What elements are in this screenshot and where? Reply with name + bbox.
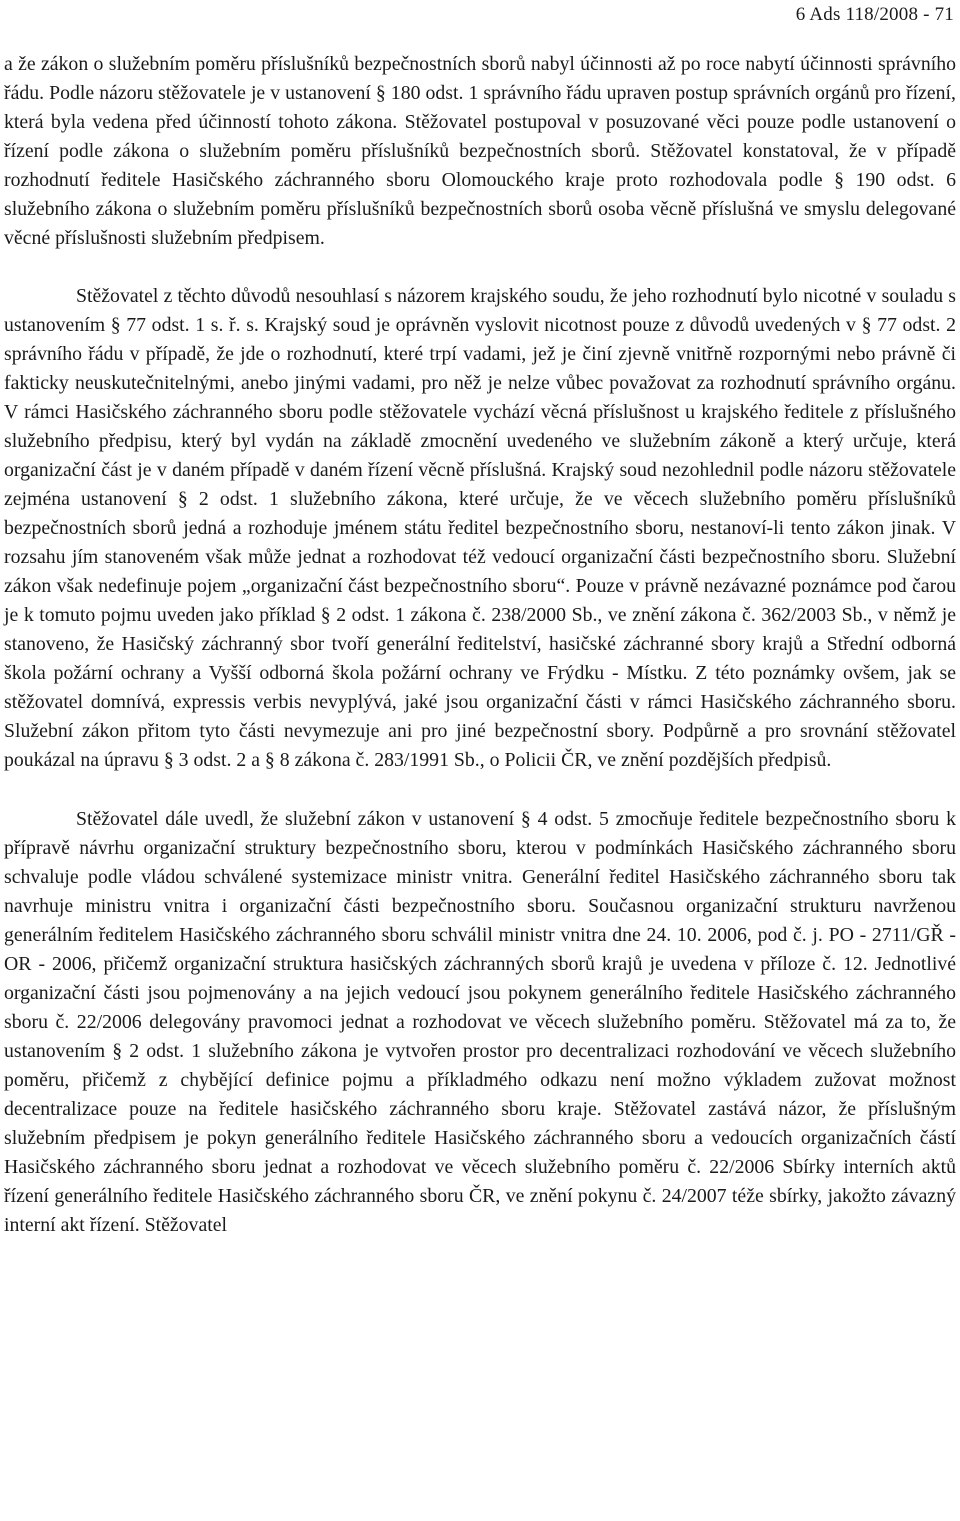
paragraph-3: Stěžovatel dále uvedl, že služební zákon v ustanovení § 4 odst. 5 zmocňuje ředitele bezpečnostního sboru k přípravě návrhu organizační struktury bezpečnostního sboru, kterou v podmínkách Hasičského záchranného sboru schvaluje podle vládou schválené systemizace ministr vnitra. Generální ředitel Hasičského záchranného sboru tak navrhuje ministru vnitra i organizační části bezpečnostního sboru. Současnou organizační strukturu navrženou generálním ředitelem Hasičského záchranného sboru schválil ministr vnitra dne 24. 10. 2006, pod č. j. PO - 2711/GŘ - OR - 2006, přičemž organizační struktura hasičských záchranných sborů krajů je uvedena v příloze č. 12. Jednotlivé organizační části jsou pojmenovány a na jejich vedoucí jsou pokynem generálního ředitele Hasičského záchranného sboru č. 22/2006 delegovány pravomoci jednat a rozhodovat ve věcech služebního poměru. Stěžovatel má za to, že ustanovením § 2 odst. 1 služebního zákona je vytvořen prostor pro decentralizaci rozhodování ve věcech služebního poměru, přičemž z chybějící definice pojmu a příkladmého odkazu není možno výkladem zužovat možnost decentralizace pouze na ředitele hasičského záchranného sboru kraje. Stěžovatel zastává názor, že příslušným služebním předpisem je pokyn generálního ředitele Hasičského záchranného sboru a vedoucích organizačních částí Hasičského záchranného sboru jednat a rozhodovat ve věcech služebního poměru č. 22/2006 Sbírky interních aktů řízení generálního ředitele Hasičského záchranného sboru ČR, ve znění pokynu č. 24/2007 téže sbírky, jakožto závazný interní akt řízení. Stěžovatel [4, 808, 956, 1236]
paragraph-1: a že zákon o služebním poměru příslušníků bezpečnostních sborů nabyl účinnosti až po roce nabytí účinnosti správního řádu. Podle názoru stěžovatele je v ustanovení § 180 odst. 1 správního řádu upraven postup správních orgánů pro řízení, která byla vedena před účinností tohoto zákona. Stěžovatel postupoval v posuzované věci pouze podle ustanovení o řízení podle zákona o služebním poměru příslušníků bezpečnostních sborů. Stěžovatel konstatoval, že v případě rozhodnutí ředitele Hasičského záchranného sboru Olomouckého kraje proto rozhodovala podle § 190 odst. 6 služebního zákona o služebním poměru příslušníků bezpečnostních sborů osoba věcně příslušná ve smyslu delegované věcné příslušnosti služebním předpisem. [4, 53, 956, 249]
paragraph-2: Stěžovatel z těchto důvodů nesouhlasí s názorem krajského soudu, že jeho rozhodnutí bylo nicotné v souladu s ustanovením § 77 odst. 1 s. ř. s. Krajský soud je oprávněn vyslovit nicotnost pouze z důvodů uvedených v § 77 odst. 2 správního řádu v případě, že jde o rozhodnutí, které trpí vadami, jež je činí zjevně vnitřně rozpornými nebo právně či fakticky neuskutečnitelnými, anebo jinými vadami, pro něž je nelze vůbec považovat za rozhodnutí správního orgánu. V rámci Hasičského záchranného sboru podle stěžovatele vychází věcná příslušnost u krajského ředitele z příslušného služebního předpisu, který byl vydán na základě zmocnění uvedeného ve služebním zákoně a který určuje, která organizační část je v daném případě v daném řízení věcně příslušná. Krajský soud nezohlednil podle názoru stěžovatele zejména ustanovení § 2 odst. 1 služebního zákona, které určuje, že ve věcech služebního poměru příslušníků bezpečnostních sborů jedná a rozhoduje jménem státu ředitel bezpečnostního sboru, nestanoví-li tento zákon jinak. V rozsahu jím stanoveném však může jednat a rozhodovat též vedoucí organizační části bezpečnostního sboru. Služební zákon však nedefinuje pojem „organizační část bezpečnostního sboru“. Pouze v právně nezávazné poznámce pod čarou je k tomuto pojmu uveden jako příklad § 2 odst. 1 zákona č. 238/2000 Sb., ve znění zákona č. 362/2003 Sb., v němž je stanoveno, že Hasičský záchranný sbor tvoří generální ředitelství, hasičské záchranné sbory krajů a Střední odborná škola požární ochrany a Vyšší odborná škola požární ochrany ve Frýdku - Místku. Z této poznámky ovšem, jak se stěžovatel domnívá, expressis verbis nevyplývá, jaké jsou organizační části v rámci Hasičského záchranného sboru. Služební zákon přitom tyto části nevymezuje ani pro jiné bezpečnostní sbory. Podpůrně a pro srovnání stěžovatel poukázal na úpravu § 3 odst. 2 a § 8 zákona č. 283/1991 Sb., o Policii ČR, ve znění pozdějších předpisů. [4, 285, 956, 771]
document-body [4, 50, 956, 1240]
page-header-case-number: 6 Ads 118/2008 - 71 [795, 4, 954, 25]
